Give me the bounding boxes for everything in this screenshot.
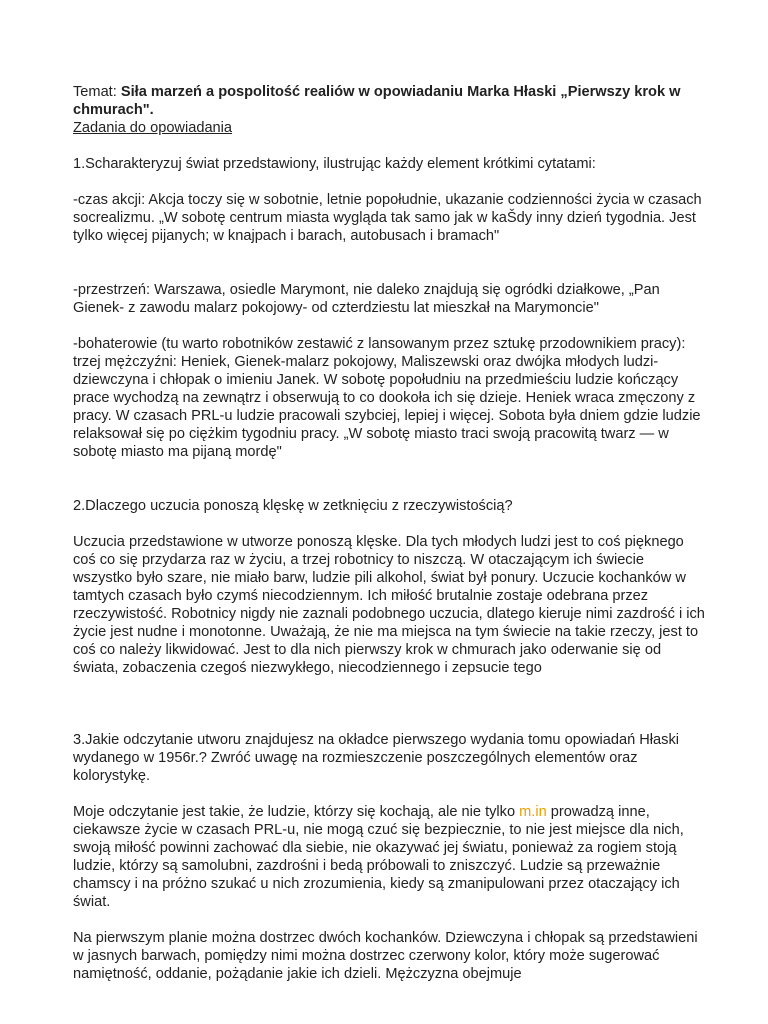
answer-3-text-end: prowadzą inne, ciekawsze życie w czasach PRL-u, nie mogą czuć się bezpiecznie, to nie jest miejsce dla nich, swoją miłość powinni zachować dla siebie, nie okazywać jej światu, ponieważ za rogiem stoją ludzie, którzy są samolubni, zazdrośni i bedą próbowali to zniszczyć. Ludzie są przeważnie chamscy i na próżno szukać u nich zrozumienia, kiedy są zmanipulowani przez otaczający ich świat. [73, 804, 684, 910]
highlighted-abbreviation: m.in [519, 804, 547, 820]
question-2: 2.Dlaczego uczucia ponoszą klęskę w zetknięciu z rzeczywistością? [73, 498, 513, 514]
document-page [73, 83, 705, 983]
answer-3-paragraph-1 [73, 803, 705, 911]
answer-2: Uczucia przedstawione w utworze ponoszą klęske. Dla tych młodych ludzi jest to coś pięknego coś co się przydarza raz w życiu, a trzej robotnicy to niszczą. W otaczającym ich świecie wszystko było szare, nie miało barw, ludzie pili alkohol, świat był ponury. Uczucie kochanków w tamtych czasach było czymś niecodziennym. Ich miłość brutalnie zostaje odebrana przez rzeczywistość. Robotnicy nigdy nie zaznali podobnego uczucia, dlatego kieruje nimi zazdrość i ich życie jest nudne i monotonne. Uważają, że nie ma miejsca na tym świecie na takie rzeczy, jest to coś co należy likwidować. Jest to dla nich pierwszy krok w chmurach jako oderwanie się od świata, zobaczenia czegoś niezwykłego, niecodziennego i zepsucie tego [73, 534, 705, 676]
answer-3-text-start: Moje odczytanie jest takie, że ludzie, którzy się kochają, ale nie tylko [73, 804, 520, 820]
document-title [73, 83, 705, 119]
paragraph-bohaterowie: -bohaterowie (tu warto robotników zestawić z lansowanym przez sztukę przodownikiem pracy): trzej mężczyźni: Heniek, Gienek-malarz pokojowy, Maliszewski oraz dwójka młodych ludzi- dziewczyna i chłopak o imieniu Janek. W sobotę popołudniu na przedmieściu ludzie kończący prace wychodzą na zewnątrz i obserwują to co dookoła ich się dzieje. Heniek wraca zmęczony z pracy. W czasach PRL-u ludzie pracowali szybciej, lepiej i więcej. Sobota była dniem gdzie ludzie relaksował się po ciężkim tygodniu pracy. „W sobotę miasto traci swoją pracowitą twarz — w sobotę miasto ma pijaną mordę" [73, 336, 701, 460]
title-text: Siła marzeń a pospolitość realiów w opowiadaniu Marka Hłaski „Pierwszy krok w chmurach". [73, 84, 681, 118]
paragraph-przestrzen: -przestrzeń: Warszawa, osiedle Marymont, nie daleko znajdują się ogródki działkowe, „Pan Gienek- z zawodu malarz pokojowy- od czterdziestu lat mieszkał na Marymoncie" [73, 282, 660, 316]
question-3: 3.Jakie odczytanie utworu znajdujesz na okładce pierwszego wydania tomu opowiadań Hłaski wydanego w 1956r.? Zwróć uwagę na rozmieszczenie poszczególnych elementów oraz kolorystykę. [73, 732, 679, 784]
document-subtitle: Zadania do opowiadania [73, 120, 233, 136]
title-label: Temat: [73, 84, 117, 100]
paragraph-czas-akcji: -czas akcji: Akcja toczy się w sobotnie, letnie popołudnie, ukazanie codzienności życia w czasach socrealizmu. „W sobotę centrum miasta wygląda tak samo jak w kaŠdy inny dzień tygodnia. Jest tylko więcej pijanych; w knajpach i barach, autobusach i bramach" [73, 192, 702, 244]
question-1: 1.Scharakteryzuj świat przedstawiony, ilustrując każdy element krótkimi cytatami: [73, 156, 596, 172]
answer-3-paragraph-2: Na pierwszym planie można dostrzec dwóch kochanków. Dziewczyna i chłopak są przedstawieni w jasnych barwach, pomiędzy nimi można dostrzec czerwony kolor, który może sugerować namiętność, oddanie, pożądanie jakie ich dzieli. Mężczyzna obejmuje [73, 930, 698, 982]
